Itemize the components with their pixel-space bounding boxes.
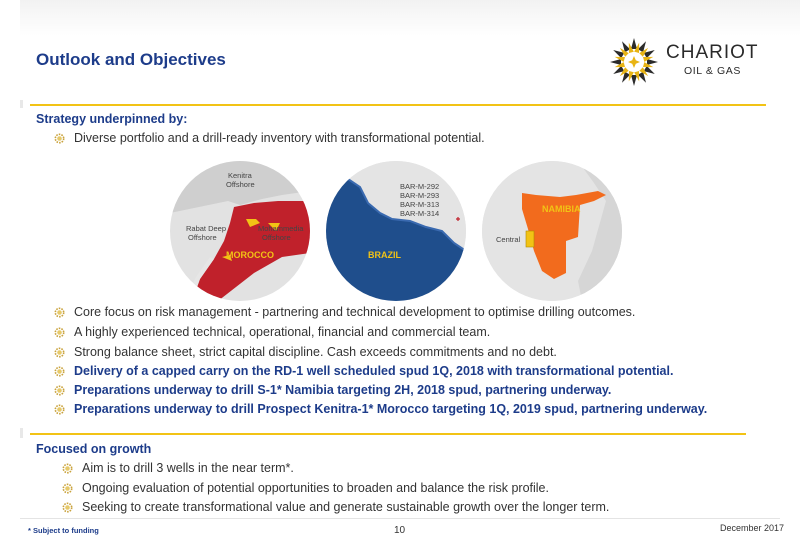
slide-date: December 2017 bbox=[720, 523, 785, 533]
map-label: BAR-M-314 bbox=[400, 209, 440, 218]
left-accent bbox=[20, 428, 23, 438]
bullet-text: A highly experienced technical, operational, financial and commercial team. bbox=[74, 325, 491, 339]
bullet-text: Aim is to drill 3 wells in the near term*. bbox=[82, 461, 294, 475]
map-label: Offshore bbox=[262, 233, 291, 242]
header-band bbox=[20, 0, 800, 36]
bullet-text: Preparations underway to drill S-1* Namibia targeting 2H, 2018 spud, partnering underway. bbox=[74, 383, 612, 397]
section-heading-strategy: Strategy underpinned by: bbox=[36, 112, 188, 126]
bullet-item bbox=[54, 131, 485, 145]
bullet-item bbox=[54, 345, 557, 359]
country-label-namibia: NAMIBIA bbox=[542, 204, 581, 214]
map-label: Mohammedia bbox=[258, 224, 304, 233]
map-label: Rabat Deep bbox=[186, 224, 227, 233]
section-heading-growth: Focused on growth bbox=[36, 442, 152, 456]
brazil-map bbox=[326, 161, 466, 301]
bullet-item-bold bbox=[54, 402, 707, 416]
footer-divider bbox=[20, 518, 780, 519]
bullet-text: Delivery of a capped carry on the RD-1 well scheduled spud 1Q, 2018 with transformational potential. bbox=[74, 364, 674, 378]
chariot-logo bbox=[608, 36, 768, 88]
bullet-item bbox=[62, 481, 549, 495]
bullet-text: Seeking to create transformational value and generate sustainable growth over the longer term. bbox=[82, 500, 610, 514]
bullet-text: Ongoing evaluation of potential opportunities to broaden and balance the risk profile. bbox=[82, 481, 549, 495]
gear-bullet-icon bbox=[54, 385, 65, 396]
bullet-text: Core focus on risk management - partnering and technical development to optimise drilling outcomes. bbox=[74, 305, 636, 319]
map-label: Central bbox=[496, 235, 521, 244]
gear-bullet-icon bbox=[54, 404, 65, 415]
footnote: * Subject to funding bbox=[28, 526, 99, 535]
gear-bullet-icon bbox=[54, 327, 65, 338]
bullet-text: Preparations underway to drill Prospect Kenitra-1* Morocco targeting 1Q, 2019 spud, partnering underway. bbox=[74, 402, 708, 416]
map-label: BAR-M-313 bbox=[400, 200, 440, 209]
country-maps bbox=[170, 161, 630, 301]
bullet-item bbox=[54, 305, 635, 319]
map-label: Offshore bbox=[226, 180, 255, 189]
bullet-item-bold bbox=[54, 383, 611, 397]
slide-title: Outlook and Objectives bbox=[36, 50, 226, 69]
gear-bullet-icon bbox=[54, 347, 65, 358]
gear-bullet-icon bbox=[62, 483, 73, 494]
bullet-item bbox=[62, 461, 294, 475]
left-accent bbox=[20, 100, 23, 108]
map-label: Offshore bbox=[188, 233, 217, 242]
bullet-item-bold bbox=[54, 364, 673, 378]
logo-subtitle: OIL & GAS bbox=[684, 65, 741, 77]
gear-bullet-icon bbox=[62, 502, 73, 513]
bullet-item bbox=[62, 500, 609, 514]
gear-bullet-icon bbox=[54, 133, 65, 144]
gear-bullet-icon bbox=[54, 366, 65, 377]
bullet-text: Diverse portfolio and a drill-ready inventory with transformational potential. bbox=[74, 131, 485, 145]
morocco-map bbox=[170, 161, 310, 301]
divider bbox=[30, 433, 746, 435]
country-label-brazil: BRAZIL bbox=[368, 250, 401, 260]
gear-bullet-icon bbox=[54, 307, 65, 318]
namibia-map bbox=[482, 161, 622, 301]
divider bbox=[30, 104, 766, 106]
bullet-text: Strong balance sheet, strict capital discipline. Cash exceeds commitments and no debt. bbox=[74, 345, 557, 359]
gear-bullet-icon bbox=[62, 463, 73, 474]
page-number: 10 bbox=[394, 525, 406, 536]
logo-name: CHARIOT bbox=[666, 42, 759, 63]
map-label: Kenitra bbox=[228, 171, 252, 180]
country-label-morocco: MOROCCO bbox=[226, 250, 274, 260]
chariot-sun-icon bbox=[608, 36, 664, 88]
map-label: BAR-M-292 bbox=[400, 182, 440, 191]
map-label: BAR-M-293 bbox=[400, 191, 440, 200]
bullet-item bbox=[54, 325, 490, 339]
